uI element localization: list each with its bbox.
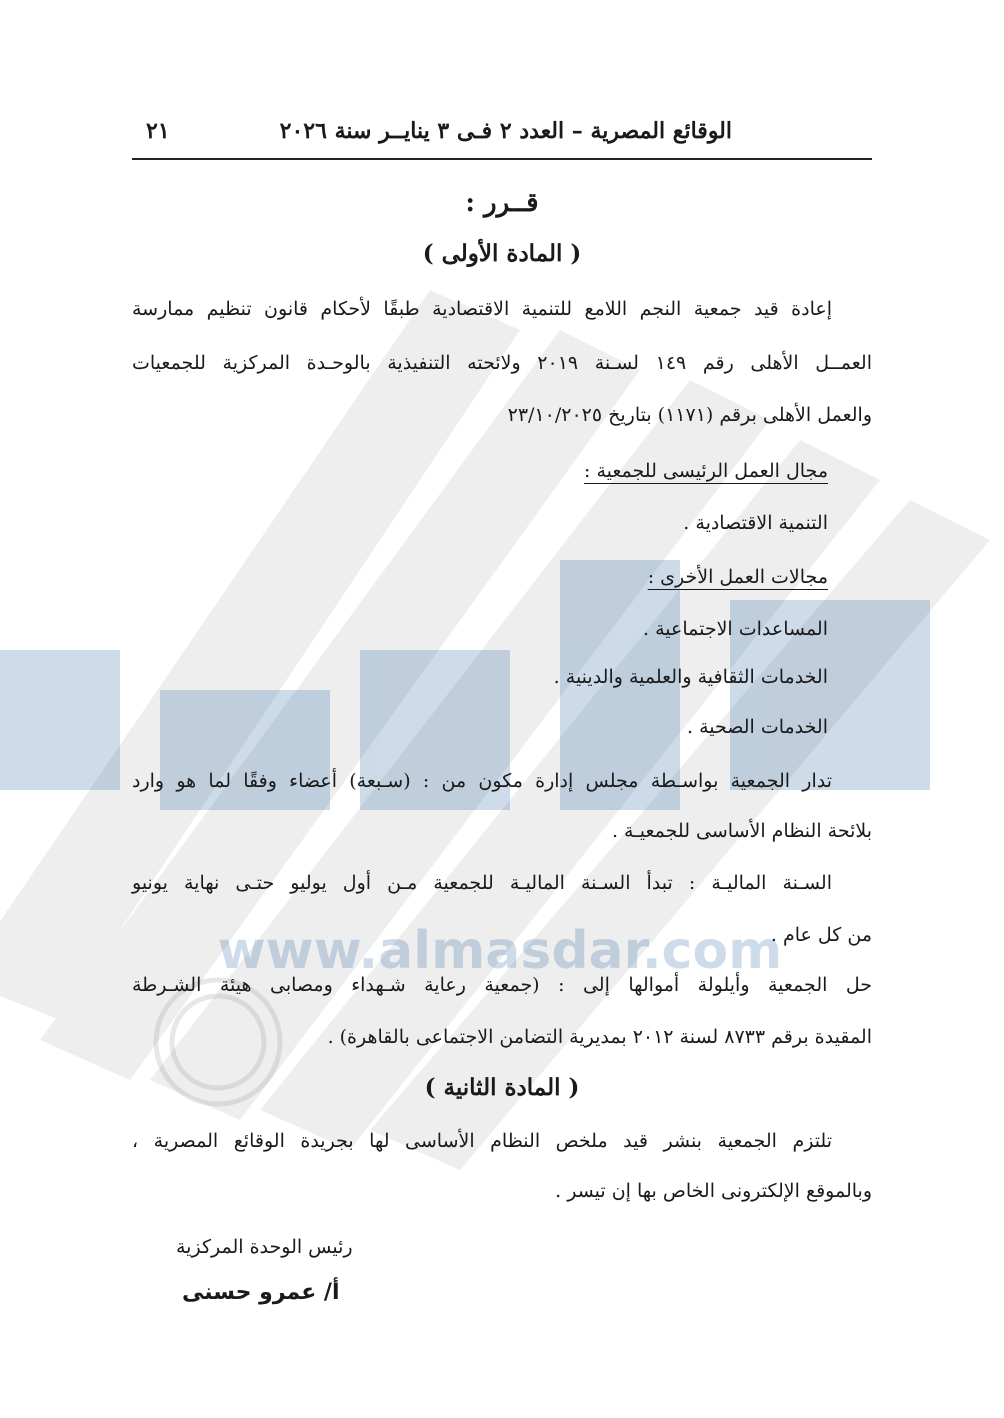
- page-header: [132, 112, 872, 160]
- gazette-title: الوقائع المصرية – العدد ٢ فـى ٣ ينايــر سنة ٢٠٢٦: [279, 118, 732, 144]
- other-fields-label: مجالات العمل الأخرى :: [647, 566, 828, 588]
- main-field-label: مجال العمل الرئيسى للجمعية :: [584, 460, 828, 482]
- article-1-line: إعادة قيد جمعية النجم اللامع للتنمية الاقتصادية طبقًا لأحكام قانون تنظيم ممارسة: [132, 298, 832, 320]
- article-1-line: والعمل الأهلى برقم (١١٧١) بتاريخ ٢٣/١٠/٢٠٢٥: [507, 404, 872, 426]
- dissolution-line: حل الجمعية وأيلولة أموالها إلى : (جمعية رعاية شـهداء ومصابى هيئة الشـرطة: [132, 974, 872, 996]
- main-field-value: التنمية الاقتصادية .: [683, 512, 828, 534]
- article-1-line: العمــل الأهلى رقم ١٤٩ لسـنة ٢٠١٩ ولائحته التنفيذية بالوحـدة المركزية للجمعيات: [132, 352, 873, 374]
- page-number: ٢١: [146, 118, 170, 144]
- board-line: تدار الجمعية بواسـطة مجلس إدارة مكون من : (سـبعة) أعضاء وفقًا لما هو وارد: [132, 770, 832, 792]
- dissolution-line: المقيدة برقم ٨٧٣٣ لسنة ٢٠١٢ بمديرية التضامن الاجتماعى بالقاهرة) .: [327, 1026, 872, 1048]
- other-field-item: الخدمات الثقافية والعلمية والدينية .: [553, 666, 828, 688]
- article-2-heading: ( المادة الثانية ): [424, 1074, 580, 1101]
- watermark-url: www.almasdar.com: [217, 921, 783, 981]
- signature-name: أ/ عمرو حسنى: [182, 1280, 340, 1305]
- article-2-line: وبالموقع الإلكترونى الخاص بها إن تيسر .: [555, 1180, 872, 1202]
- article-1-heading: ( المادة الأولى ): [422, 240, 582, 267]
- decision-heading: قــرر :: [465, 188, 539, 218]
- signature-role: رئيس الوحدة المركزية: [176, 1236, 353, 1258]
- fiscal-line: السـنة الماليـة : تبدأ السـنة الماليـة للجمعية مـن أول يوليو حتـى نهاية يونيو: [132, 872, 832, 894]
- article-2-line: تلتزم الجمعية بنشر قيد ملخص النظام الأساسى لها بجريدة الوقائع المصرية ،: [132, 1130, 832, 1152]
- fiscal-line: من كل عام .: [770, 924, 872, 946]
- other-field-item: الخدمات الصحية .: [686, 716, 828, 738]
- other-field-item: المساعدات الاجتماعية .: [642, 618, 828, 640]
- board-line: بلائحة النظام الأساسى للجمعيـة .: [611, 820, 872, 842]
